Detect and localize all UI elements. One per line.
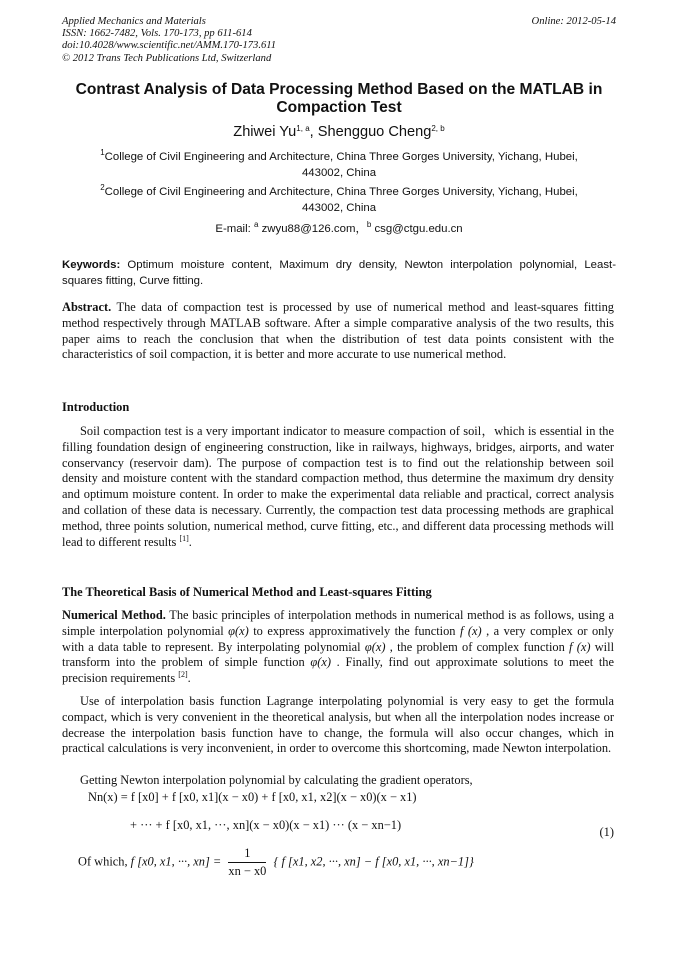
section-heading-theory: The Theoretical Basis of Numerical Method and Least-squares Fitting bbox=[62, 585, 432, 599]
affiliation-1-line-2: 443002, China bbox=[301, 167, 377, 179]
nm-end: . bbox=[187, 671, 191, 686]
nm-text-6: . Finally, find out approximate solutions to meet the precision requirements bbox=[62, 655, 614, 686]
equation-2-rhs: { f [x1, x2, ···, xn] − f [x0, x1, ···, xn−1]} bbox=[273, 854, 474, 869]
email-address-b[interactable]: csg@ctgu.edu.cn bbox=[371, 223, 463, 235]
abstract-label: Abstract. bbox=[62, 300, 112, 314]
of-which-label: Of which, bbox=[78, 854, 128, 869]
introduction-text: Soil compaction test is a very important indicator to measure compaction of soil，which is essential in the filling foundation design of engineering construction, like in railways, highways, bridges, airports, and water conservancy (reservoir dam). The purpose of compaction test is to find out the relationship between soil density and moisture content with the standard compaction method, thus determine the maximum dry density and optimum moisture content. In order to make the experimental data reliable and practical, correct analysis and collation of these data is necessary. Currently, the compaction test data processing methods are graphical method, three points solution, numerical method, curve fitting, etc., and different data processing methods will lead to different results bbox=[62, 424, 614, 549]
numerical-method-label: Numerical Method. bbox=[62, 608, 166, 622]
equation-1-number: (1) bbox=[599, 825, 614, 839]
email-line bbox=[0, 220, 678, 236]
keywords-label: Keywords: bbox=[62, 259, 121, 271]
author-2: Shengguo Cheng bbox=[317, 124, 432, 140]
equation-2-fraction bbox=[228, 846, 266, 879]
fx-symbol: f (x) bbox=[459, 623, 482, 638]
nm-text-1: The basic principles of interpolation methods in numerical method is as follows, using a simple interpolation polynomial bbox=[62, 608, 614, 638]
affiliation-1-sup: 1 bbox=[100, 148, 105, 157]
affiliation-2-line-2: 443002, China bbox=[301, 202, 377, 214]
author-1: Zhiwei Yu bbox=[233, 124, 297, 140]
abstract-text: The data of compaction test is processed by use of numerical method and least-squares fitting method respectively through MATLAB software. After a simple comparative analysis of the two results, this paper aims to reach the conclusion that when the distribution of test data points consistent with the characteristics of soil compaction, it is better and more accurate to use numerical method. bbox=[62, 300, 614, 362]
equation-1-line-1: Nn(x) = f [x0] + f [x0, x1](x − x0) + f [x0, x1, x2](x − x0)(x − x1) bbox=[88, 790, 417, 804]
section-heading-introduction: Introduction bbox=[62, 400, 130, 414]
equation-2-lhs: f [x0, x1, ···, xn] = bbox=[130, 854, 222, 869]
keywords bbox=[62, 258, 616, 290]
author-1-sup: 1, a bbox=[296, 124, 310, 133]
copyright-line: © 2012 Trans Tech Publications Ltd, Switzerland bbox=[62, 52, 272, 64]
fx-symbol: f (x) bbox=[569, 639, 591, 654]
equation-2 bbox=[78, 846, 474, 879]
keywords-text: Optimum moisture content, Maximum dry density, Newton interpolation polynomial, Least-squares fitting, Curve fitting. bbox=[62, 259, 616, 287]
fraction-numerator: 1 bbox=[228, 846, 266, 863]
citation-1[interactable]: [1] bbox=[179, 533, 189, 543]
lagrange-paragraph: Use of interpolation basis function Lagrange interpolating polynomial is very easy to get the formula compact, which is very convenient in the theoretical analysis, but when all the interpolation nodes increase or decrease the interpolation basis function have to change, the formula will also occur changes, which in practical calculations is very inconvenient, in order to overcome this shortcoming, made Newton interpolation. bbox=[62, 694, 614, 756]
nm-text-4: , the problem of complex function bbox=[385, 639, 570, 654]
nm-text-5: will transform into the problem of simple function bbox=[62, 639, 615, 670]
author-2-sup: 2, b bbox=[431, 124, 445, 133]
introduction-end: . bbox=[188, 534, 192, 549]
email-sup-b: b bbox=[366, 220, 372, 229]
title-line-1: Contrast Analysis of Data Processing Method Based on the MATLAB in bbox=[75, 81, 603, 98]
affiliation-2 bbox=[62, 184, 616, 216]
affiliation-1-line-1: College of Civil Engineering and Architecture, China Three Gorges University, Yichang, Hubei, bbox=[104, 151, 578, 163]
journal-name: Applied Mechanics and Materials bbox=[62, 16, 206, 27]
affiliation-2-sup: 2 bbox=[100, 183, 105, 192]
nm-text-3: , a very complex or only with a data table to represent. By interpolating polynomial bbox=[62, 623, 614, 654]
author-list bbox=[0, 124, 678, 140]
fraction-denominator: xn − x0 bbox=[228, 864, 267, 878]
abstract bbox=[62, 300, 614, 363]
phi-symbol: φ(x) bbox=[310, 655, 331, 670]
email-address-a[interactable]: zwyu88@126.com， bbox=[258, 223, 367, 235]
email-sup-a: a bbox=[253, 220, 259, 229]
newton-intro-paragraph: Getting Newton interpolation polynomial by calculating the gradient operators, bbox=[80, 773, 473, 787]
phi-symbol: φ(x) bbox=[228, 623, 249, 638]
title-line-2: Compaction Test bbox=[276, 99, 402, 116]
paper-title bbox=[40, 81, 638, 117]
issn-line: ISSN: 1662-7482, Vols. 170-173, pp 611-614 bbox=[62, 28, 252, 40]
affiliation-2-line-1: College of Civil Engineering and Architecture, China Three Gorges University, Yichang, Hubei, bbox=[104, 186, 578, 198]
numerical-method-paragraph bbox=[62, 608, 614, 687]
introduction-paragraph bbox=[62, 424, 614, 550]
email-label: E-mail: bbox=[215, 223, 254, 235]
author-separator: , bbox=[309, 124, 318, 140]
affiliation-1 bbox=[62, 149, 616, 181]
doi-line: doi:10.4028/www.scientific.net/AMM.170-173.611 bbox=[62, 40, 277, 52]
journal-header bbox=[62, 16, 616, 65]
phi-symbol: φ(x) bbox=[364, 639, 386, 654]
citation-2[interactable]: [2] bbox=[178, 670, 188, 680]
nm-text-2: to express approximatively the function bbox=[248, 623, 460, 638]
equation-1-line-2: + ··· + f [x0, x1, ···, xn](x − x0)(x − x1) ··· (x − xn−1) bbox=[130, 818, 402, 832]
online-date: Online: 2012-05-14 bbox=[531, 16, 616, 27]
